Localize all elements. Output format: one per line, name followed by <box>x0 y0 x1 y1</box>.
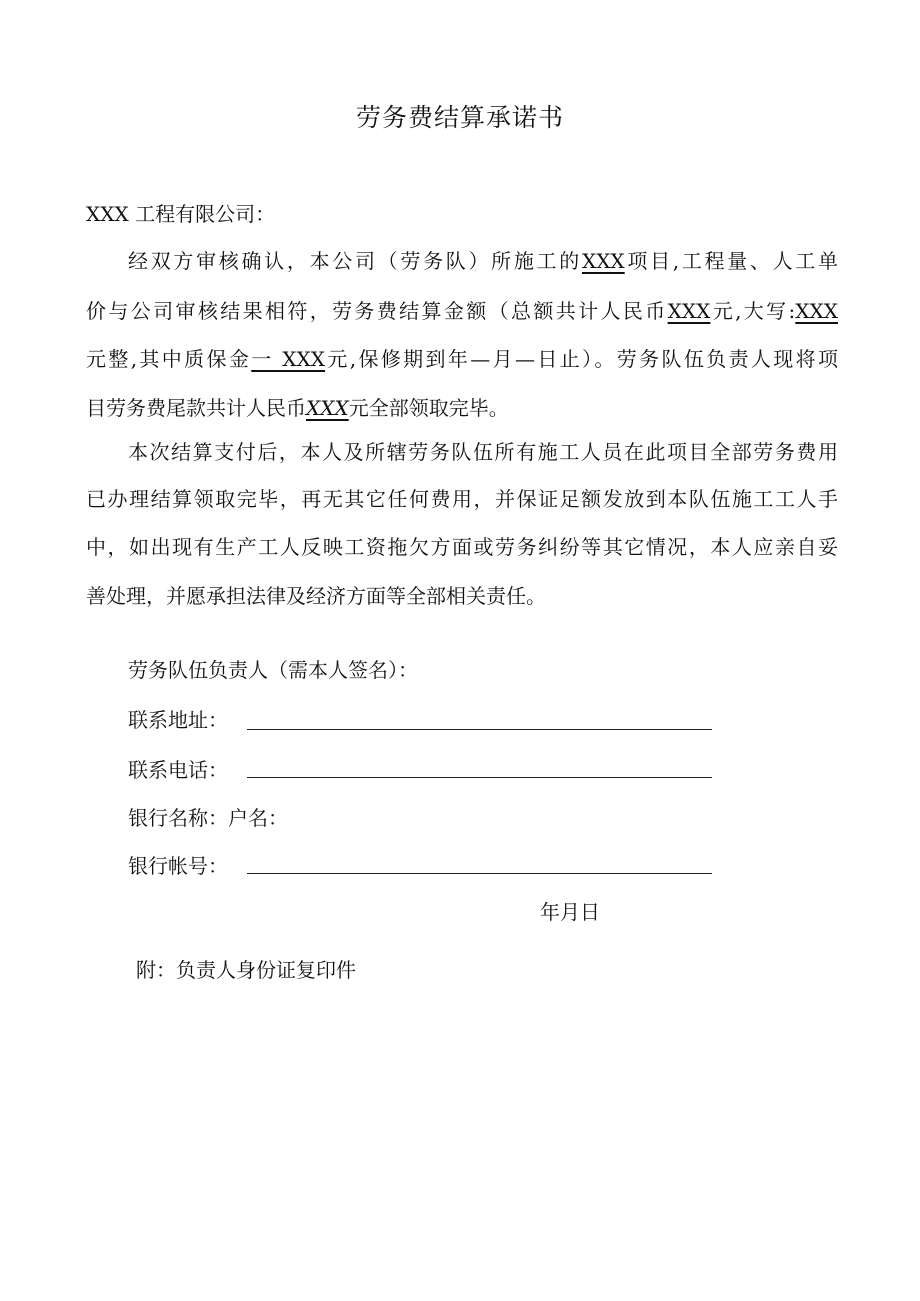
date-line: 年月日 <box>540 900 600 924</box>
para1-text: 元全部领取完毕。 <box>348 396 509 420</box>
para2-line3: 中，如出现有生产工人反映工资拖欠方面或劳务纠纷等其它情况，本人应亲自妥 <box>86 535 838 559</box>
para1-line2 <box>86 297 838 325</box>
final-payment-blank: XXX <box>306 396 349 420</box>
para1-line1 <box>128 247 838 275</box>
para2-line1: 本次结算支付后，本人及所辖劳务队伍所有施工人员在此项目全部劳务费用 <box>128 440 838 464</box>
phone-label: 联系电话： <box>128 758 228 782</box>
address-blank-line <box>247 729 712 730</box>
para1-text: 元,保修期到年—月—日止）。劳务队伍负责人现将项 <box>325 347 839 371</box>
attachment-note: 附：负责人身份证复印件 <box>136 958 356 982</box>
para1-text: 项目,工程量、人工单 <box>624 249 839 273</box>
para2-line4: 善处理，并愿承担法律及经济方面等全部相关责任。 <box>86 584 546 608</box>
document-title: 劳务费结算承诺书 <box>355 103 564 132</box>
para1-text: 价与公司审核结果相符，劳务费结算金额（总额共计人民币 <box>86 299 668 323</box>
phone-blank-line <box>247 777 712 778</box>
bank-account-label: 银行帐号： <box>128 854 228 878</box>
addressee: XXX 工程有限公司： <box>86 202 276 226</box>
amount-in-words-blank: XXX <box>795 299 838 323</box>
leader-signature-label: 劳务队伍负责人（需本人签名）： <box>128 658 418 682</box>
project-name-blank: XXX <box>581 249 625 273</box>
para1-text: 元,大写: <box>710 299 796 323</box>
para1-line4 <box>86 394 838 422</box>
total-amount-blank: XXX <box>667 299 711 323</box>
address-label: 联系地址： <box>128 708 228 732</box>
para1-text: 经双方审核确认，本公司（劳务队）所施工的 <box>128 249 582 273</box>
bank-name-label: 银行名称：户名： <box>128 806 288 830</box>
para1-text: 目劳务费尾款共计人民币 <box>86 396 306 420</box>
para1-line3 <box>86 345 838 373</box>
bank-account-blank-line <box>247 873 712 874</box>
para1-text: 元整,其中质保金 <box>86 347 252 371</box>
warranty-deposit-blank: 一 XXX <box>251 347 326 371</box>
para2-line2: 已办理结算领取完毕，再无其它任何费用，并保证足额发放到本队伍施工工人手 <box>86 487 838 511</box>
